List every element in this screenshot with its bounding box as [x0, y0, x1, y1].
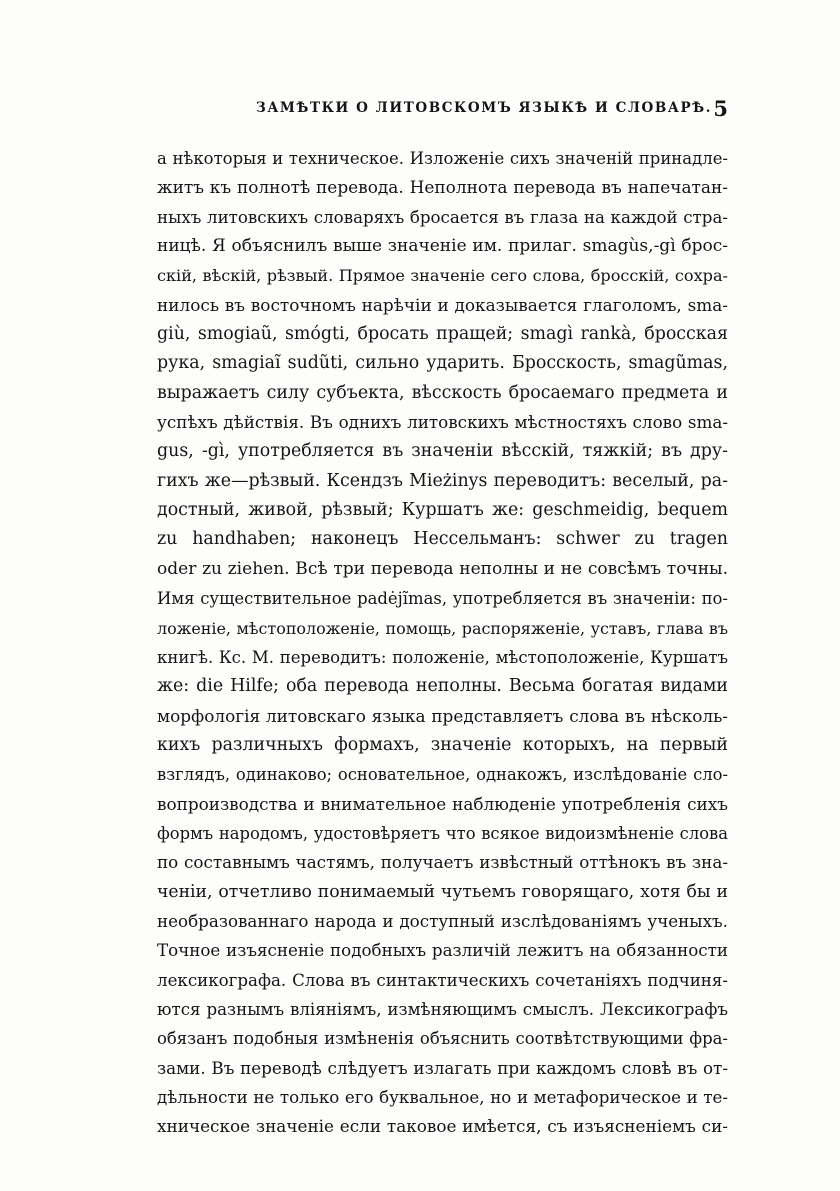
text-line: ченiи, отчетливо понимаемый чутьемъ говорящаго, хотя бы и	[157, 881, 728, 902]
text-line: обязанъ подобныя измѣненiя объяснить соотвѣтствующими фра-	[157, 1029, 728, 1049]
text-line: Имя существительное padėjĩmas, употребляется въ значенiи: по-	[157, 589, 728, 609]
text-line: необразованнаго народа и доступный изслѣдованiямъ ученыхъ.	[157, 910, 728, 931]
text-line: кихъ различныхъ формахъ, значенiе которыхъ, на первый	[157, 734, 728, 755]
text-line: нилось въ восточномъ нарѣчiи и доказывается глаголомъ, sma-	[157, 294, 728, 315]
text-line: giù, smogiaũ, smógti, бросать пращей; smagì rankà, бросская	[157, 324, 728, 345]
text-line: книгѣ. Кс. М. переводитъ: положенiе, мѣстоположенiе, Куршатъ	[157, 647, 728, 667]
text-line: ницѣ. Я объяснилъ выше значенiе им. прилаг. smagùs,-gì брос-	[157, 236, 728, 257]
text-line: дѣльности не только его буквальное, но и метафорическое и те-	[157, 1088, 728, 1107]
text-line: по составнымъ частямъ, получаетъ извѣстный оттѣнокъ въ зна-	[157, 852, 728, 873]
text-line: выражаетъ силу субъекта, вѣсскость бросаемаго предмета и	[157, 382, 728, 403]
text-line: хническое значенiе если таковое имѣется, съ изъясненiемъ си-	[157, 1116, 728, 1137]
text-line: взглядъ, одинаково; основательное, однакожъ, изслѣдованiе сло-	[157, 765, 728, 785]
text-line: Точное изъясненiе подобныхъ различiй лежитъ на обязанности	[157, 940, 728, 961]
text-line: же: die Hilfe; оба перевода неполны. Весьма богатая видами	[157, 676, 728, 697]
text-line: вопроизводства и внимательное наблюденiе употребленiя сихъ	[157, 793, 728, 814]
text-line: gus, -gì, употребляется въ значенiи вѣсскiй, тяжкiй; въ дру-	[157, 441, 728, 462]
text-line: гихъ же—рѣзвый. Ксендзъ Mieżinys переводитъ: веселый, ра-	[157, 470, 728, 491]
text-line: ныхъ литовскихъ словаряхъ бросается въ глаза на каждой стра-	[157, 207, 728, 227]
text-line: житъ къ полнотѣ перевода. Неполнота перевода въ напечатан-	[157, 177, 728, 198]
text-line: скiй, вѣскiй, рѣзвый. Прямое значенiе сего слова, бросскiй, сохра-	[157, 266, 728, 286]
text-line: ются разнымъ влiянiямъ, измѣняющимъ смыслъ. Лексикографъ	[157, 999, 728, 1019]
text-line: oder zu ziehen. Всѣ три перевода неполны и не совсѣмъ точны.	[157, 558, 728, 579]
text-line: формъ народомъ, удостовѣряетъ что всякое видоизмѣненiе слова	[157, 823, 728, 843]
text-line: рука, smagiaĩ sudũti, сильно ударить. Бросскость, smagũmas,	[157, 353, 728, 374]
text-line: успѣхъ дѣйствiя. Въ однихъ литовскихъ мѣстностяхъ слово sma-	[157, 412, 728, 433]
text-line: зами. Въ переводѣ слѣдуетъ излагать при каждомъ словѣ въ от-	[157, 1057, 728, 1078]
text-line: достный, живой, рѣзвый; Куршатъ же: geschmeidig, bequem	[157, 500, 728, 521]
text-line: морфологiя литовскаго языка представляетъ слова въ нѣсколь-	[157, 705, 728, 726]
text-line: лексикографа. Слова въ синтактическихъ сочетанiяхъ подчиня-	[157, 970, 728, 990]
text-line: zu handhaben; наконецъ Нессельманъ: schwer zu tragen	[157, 529, 728, 550]
running-title: ЗАМѢТКИ О ЛИТОВСКОМЪ ЯЗЫКѢ И СЛОВАРѢ.	[256, 100, 713, 116]
body-text	[157, 144, 728, 1142]
page-number: 5	[713, 96, 728, 121]
text-line: а нѣкоторыя и техническое. Изложенiе сихъ значенiй принадле-	[157, 149, 728, 168]
running-header	[150, 96, 728, 124]
text-line: ложенiе, мѣстоположенiе, помощь, распоряженiе, уставъ, глава въ	[157, 618, 728, 638]
